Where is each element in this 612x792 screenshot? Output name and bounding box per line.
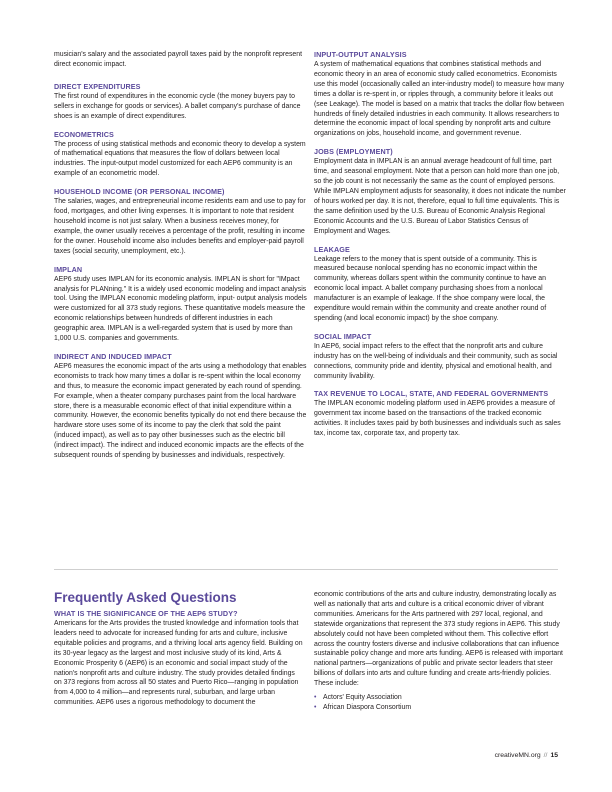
glossary-entry-household-income [54, 187, 308, 256]
glossary-entry-social-impact [314, 332, 568, 382]
faq-answer-part-2: economic contributions of the arts and culture industry, demonstrating locally as well as nationally that arts and culture is a critical economic driver of vibrant communities. Americans for the Arts partnered with 297 local, regional, and statewide organizations that represent the 373 study regions in AEP6. This study absolutely could not have been completed without them. This collective effort across the country fosters diverse and inclusive collaborations that can influence sustainable policy change and more arts funding. AEP6 is released with important national partners—organizations of public and private sector leaders that steer billions of dollars into arts and culture funding and create arts-friendly policies. These include: [314, 591, 563, 688]
entry-heading: INDIRECT AND INDUCED IMPACT [54, 351, 172, 361]
glossary-entry-direct-expenditures [54, 82, 308, 122]
partner-name: Actors' Equity Association [323, 694, 402, 702]
glossary-entry-implan [54, 265, 308, 344]
entry-body: The salaries, wages, and entrepreneurial income residents earn and use to pay for food, mortgages, and other living expenses. It is important to note that resident household income is not just salary. When a business receives money, for example, the owner usually receives a percentage of the profit, resulting in income for the owner. Household income also includes benefits and employer-paid payroll taxes (social security, unemployment, etc.). [54, 198, 306, 255]
right-column [314, 50, 568, 447]
footer-site-link[interactable]: creativeMN.org [494, 752, 541, 759]
faq-right-column [314, 590, 564, 713]
glossary-entry-tax-revenue [314, 389, 568, 439]
entry-body: Leakage refers to the money that is spent outside of a community. This is measured because nonlocal spending has no economic impact within the community, whereas dollars spent within the community continue to have an economic local impact. A ballet company purchasing shoes from a nonlocal manufacturer is an example of leakage. If the shoe company were local, the expenditure would remain within the community and create another round of spending (and local economic impact) by the shoe company. [314, 255, 547, 322]
faq-question: WHAT IS THE SIGNIFICANCE OF THE AEP6 STUDY? [54, 609, 238, 618]
entry-heading: INPUT-OUTPUT ANALYSIS [314, 50, 407, 59]
entry-heading: IMPLAN [54, 264, 83, 274]
entry-body: The IMPLAN economic modeling platform used in AEP6 provides a measure of government tax income based on the transactions of the tracked economic activities. It includes taxes paid by both businesses and individuals such as sales tax, income tax, corporate tax, and property tax. [314, 400, 561, 438]
entry-heading: ECONOMETRICS [54, 129, 114, 139]
footer-separator: // [543, 752, 548, 759]
entry-body: Employment data in IMPLAN is an annual average headcount of full time, part time, and seasonal employment. Note that a person can hold more than one job, so the job count is not necessarily the same as the count of employed persons. While IMPLAN employment adjusts for seasonality, it does not indicate the number of hours worked per day. It is not, therefore, equal to full time equivalents. This is the same definition used by the U.S. Bureau of Economic Analysis Regional Economic Accounts and the U.S. Bureau of Labor Statistics Census of Employment and Wages. [314, 158, 566, 235]
list-item [314, 703, 564, 713]
partner-list [314, 693, 564, 713]
faq-title: Frequently Asked Questions [54, 590, 237, 605]
entry-body: AEP6 measures the economic impact of the arts using a methodology that enables economists to track how many times a dollar is re-spent within the local economy and thus, to measure the economic impact generated by each round of spending. For example, when a theater company purchases paint from the local hardware store, there is a measurable economic effect of that initial expenditure within a community. However, the economic benefits typically do not end there because the hardware store uses some of its income to pay the clerk that sold the paint (induced impact), as well as to pay other businesses such as the electric bill (indirect impact). The indirect and induced economic impacts are the effects of the subsequent rounds of spending by businesses and individuals, respectively. [54, 362, 307, 460]
intro-text: musician's salary and the associated payroll taxes paid by the nonprofit represent direct economic impact. [54, 51, 302, 68]
entry-body: The process of using statistical methods and economic theory to develop a system of mathematical equations that measures the flow of dollars between local industries. The input-output model customized for each AEP6 community is an example of an econometric model. [54, 140, 306, 178]
entry-heading: SOCIAL IMPACT [314, 331, 372, 341]
left-column [54, 50, 308, 469]
entry-heading: LEAKAGE [314, 244, 350, 254]
page-footer [495, 752, 558, 759]
entry-body: A system of mathematical equations that combines statistical methods and economic theory in an area of economic study called econometrics. Economists use this model (occasionally called an inter-industry model) to measure how many times a dollar is re-spent in, or ripples through, a community before it leaks out (see Leakage). The model is based on a matrix that tracks the dollar flow between hundreds of finely detailed industries in each community. It allows researchers to determine the economic impact of local spending by nonprofit arts and culture organizations on jobs, household income, and government revenue. [314, 61, 565, 138]
faq-answer-part-1: Americans for the Arts provides the trusted knowledge and information tools that leaders need to advocate for increased funding for arts and culture, inclusive equitable policies and programs, and a thriving local arts agency field. Building on its 30-year legacy as the largest and most inclusive study of its kind, Arts & Economic Prosperity 6 (AEP6) is an economic and social impact study of the nation's nonprofit arts and culture industry. The study provides detailed findings on 373 regions from across all 50 states and Puerto Rico—ranging in population from 4,000 to 4 million—and represents rural, suburban, and large urban communities. AEP6 uses a rigorous methodology to document the [54, 620, 303, 707]
list-item [314, 693, 564, 703]
glossary-entry-jobs [314, 147, 568, 236]
bullet-icon: • [314, 694, 317, 702]
partner-name: African Diaspora Consortium [323, 704, 412, 712]
entry-body: The first round of expenditures in the economic cycle (the money buyers pay to sellers in exchange for goods or services). A ballet company's purchase of dance shoes is an example of direct expenditures. [54, 92, 301, 120]
entry-heading: DIRECT EXPENDITURES [54, 81, 141, 91]
entry-heading: HOUSEHOLD INCOME (OR PERSONAL INCOME) [54, 187, 225, 197]
glossary-entry-input-output-analysis [314, 50, 568, 139]
glossary-entry-indirect-induced-impact [54, 352, 308, 461]
bullet-icon: • [314, 704, 317, 712]
page-number: 15 [550, 752, 558, 759]
entry-body: AEP6 study uses IMPLAN for its economic analysis. IMPLAN is short for "IMpact analysis for PLANning." It is a widely used economic modeling and impact analysis tool. Using the IMPLAN economic modeling platform, input- output analysis models were customized for all 373 study regions. These quantitative models measure the economic relationships between hundreds of different industries in each geographic area. IMPLAN is a well-regarded system that is used by more than 1,000 U.S. companies and governments. [54, 275, 307, 343]
glossary-entry-leakage [314, 245, 568, 324]
faq-left-column [54, 609, 304, 708]
section-divider [54, 569, 558, 570]
entry-heading: JOBS (EMPLOYMENT) [314, 147, 393, 157]
glossary-entry-econometrics [54, 130, 308, 180]
entry-heading: TAX REVENUE TO LOCAL, STATE, AND FEDERAL GOVERNMENTS [314, 389, 549, 399]
entry-body: In AEP6, social impact refers to the effect that the nonprofit arts and culture industry has on the well-being of individuals and their community, such as social connections, community pride and identity, physical and emotional health, and community livability. [314, 342, 558, 380]
